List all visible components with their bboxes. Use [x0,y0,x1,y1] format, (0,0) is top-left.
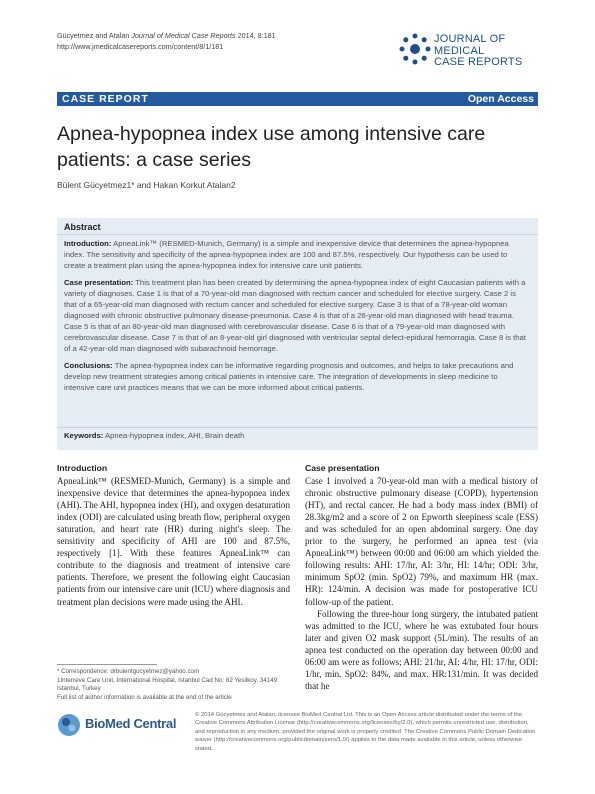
case-paragraph-1: Case 1 involved a 70-year-old man with a medical history of chronic obstructive pulmonary disease (COPD), hypertension (HT), and rectal cancer. He had a body mass index (BMI) of 28.3kg/m2 and a score of 2 on Epworth sleepiness scale (ESS) and was scheduled for an open abdominal surgery. One day prior to the surgery, he performed an apnea test (via ApneaLink™) between 00:00 and 06:00 am which yielded the following results: AHI: 17/hr, AI: 3/hr, HI: 14/hr; ODI: 3/hr, minimum SpO2 (min. SpO2) 79%, and maximum HR (max. HR): 124/min. A decision was made for postoperative ICU follow-up of the patient. [305,476,538,607]
abstract-concl-label: Conclusions: [64,361,113,370]
citation-authors: Gücyetmez and Atalan [57,31,130,40]
open-access-label: Open Access [467,93,534,105]
article-url[interactable]: http://www.jmedicalcasereports.com/content/8/1/181 [57,42,224,51]
keywords-label: Keywords: [64,431,104,440]
abstract-box [57,218,538,450]
keywords [64,431,244,440]
biomed-central-icon [57,713,81,737]
citation-journal: Journal of Medical Case Reports [131,31,236,40]
publisher-logo [57,713,177,737]
abstract-conclusions [64,360,530,393]
keywords-divider [57,427,538,428]
abstract-intro-label: Introduction: [64,239,112,248]
author-list: Bülent Gücyetmez1* and Hakan Korkut Atalan2 [57,180,236,190]
abstract-introduction [64,238,530,271]
footnotes [57,668,292,702]
publisher-name: BioMed Central [85,716,177,731]
keywords-text: Apnea-hypopnea index, AHI, Brain death [105,431,245,440]
abstract-body [64,238,530,399]
body-column-left [57,462,290,608]
license-text: © 2014 Gücyetmez and Atalan; licensee BioMed Central Ltd. This is an Open Access article distributed under the terms of the Creative Commons Attribution License (http://creativecommons.org/licenses/by/2.0), which permits unrestricted use, distribution, and reproduction in any medium, provided the original work is properly credited. The Creative Commons Public Domain Dedication waiver (http://creativecommons.org/publicdomain/zero/1.0/) applies to the data made available in this article, unless otherwise stated. [195,712,536,752]
abstract-case-presentation [64,277,530,354]
citation-volume: 2014, 8:181 [237,31,276,40]
full-list-note: Full list of author information is available at the end of the article [57,693,232,701]
abstract-case-label: Case presentation: [64,278,134,287]
introduction-heading: Introduction [57,463,108,473]
correspondence-note: * Correspondence: drbulentgucyetmez@yahoo.com [57,668,200,675]
body-column-right [305,462,538,692]
article-type-label: CASE REPORT [62,93,149,105]
case-presentation-heading: Case presentation [305,463,380,473]
journal-logo-line2: CASE REPORTS [434,56,523,68]
footnote-divider [57,664,157,665]
journal-logo-line1: JOURNAL OF MEDICAL [434,33,506,57]
abstract-intro-text: ApneaLink™ (RESMED-Munich, Germany) is a simple and inexpensive device that determines the apnea-hypopnea index. The sensitivity and specificity of the apnea-hypopnea index are 100 and 87.5%, respectively. Our hypothesis can be used to create a treatment plan using the apnea-hypopnea index for intensive care unit patients. [64,239,509,270]
abstract-heading: Abstract [64,222,101,232]
abstract-concl-text: The apnea-hypopnea index can be informative regarding prognosis and outcomes, and helps to take precautions and develop new treatment strategies among critical patients in intensive care. The integration of developments in sleep medicine to intensive care unit practices means that we can be more informed about critical patients. [64,361,514,392]
introduction-paragraph: ApneaLink™ (RESMED-Munich, Germany) is a simple and inexpensive device that determines the apnea-hypopnea index (AHI). The AHI, hypopnea index (HI), and oxygen desaturation index (ODI) are calculated using breath flow, peripheral oxygen saturation, and heart rate (HR) during night's sleep. The sensitivity and specificity of AHI are 100 and 87.5%, respectively [1]. With these features ApneaLink™ can contribute to the diagnosis and treatment of intensive care patients. Therefore, we present the following eight Caucasian patients from our intensive care unit (ICU) where diagnosis and treatment plan decisions were made using the AHI. [57,476,290,607]
abstract-divider [57,234,538,235]
article-title: Apnea-hypopnea index use among intensive care patients: a case series [57,123,486,171]
article-type-banner [57,92,538,106]
journal-emblem-icon [398,32,432,66]
citation-header [57,30,276,52]
affiliation-note: 1Intensive Care Unit, International Hospital, Istanbul Cad No: 82 Yesilkoy, 34149 Istanbul, Turkey [57,676,278,692]
journal-logo [398,32,546,72]
abstract-case-text: This treatment plan has been created by determining the apnea-hypopnea index of eight Caucasian patients with a variety of diagnoses. Case 1 is that of a 70-year-old man diagnosed with rectum cancer and scheduled for elective surgery. Case 2 is that of a 65-year-old man diagnosed with rectum cancer and scheduled for elective surgery. Case 3 is that of a 78-year-old woman diagnosed with chronic obstructive pulmonary disease-pneumonia. Case 4 is that of a 26-year-old man diagnosed with head trauma. Case 5 is that of an 80-year-old man diagnosed with cerebrovascular disease. Case 6 is that of a 79-year-old man diagnosed with cerebrovascular disease. Case 7 is that of an 8-year-old girl diagnosed with ventricular septal defect-epidural hemorragia. Case 8 is that of a 42-year-old man diagnosed with subarachnoid hemorrage. [64,278,526,353]
case-paragraph-2: Following the three-hour long surgery, the intubated patient was admitted to the ICU, where he was extubated four hours later and given O2 mask support (5L/min). The results of an apnea test conducted on the operation day between 00:00 and 06:00 am were as follows; AHI: 21/hr, AI: 4/hr, HI: 17/hr, ODI: 1/hr, min. SpO2: 84%, and max. HR:131/min. It was decided that he [305,608,538,691]
